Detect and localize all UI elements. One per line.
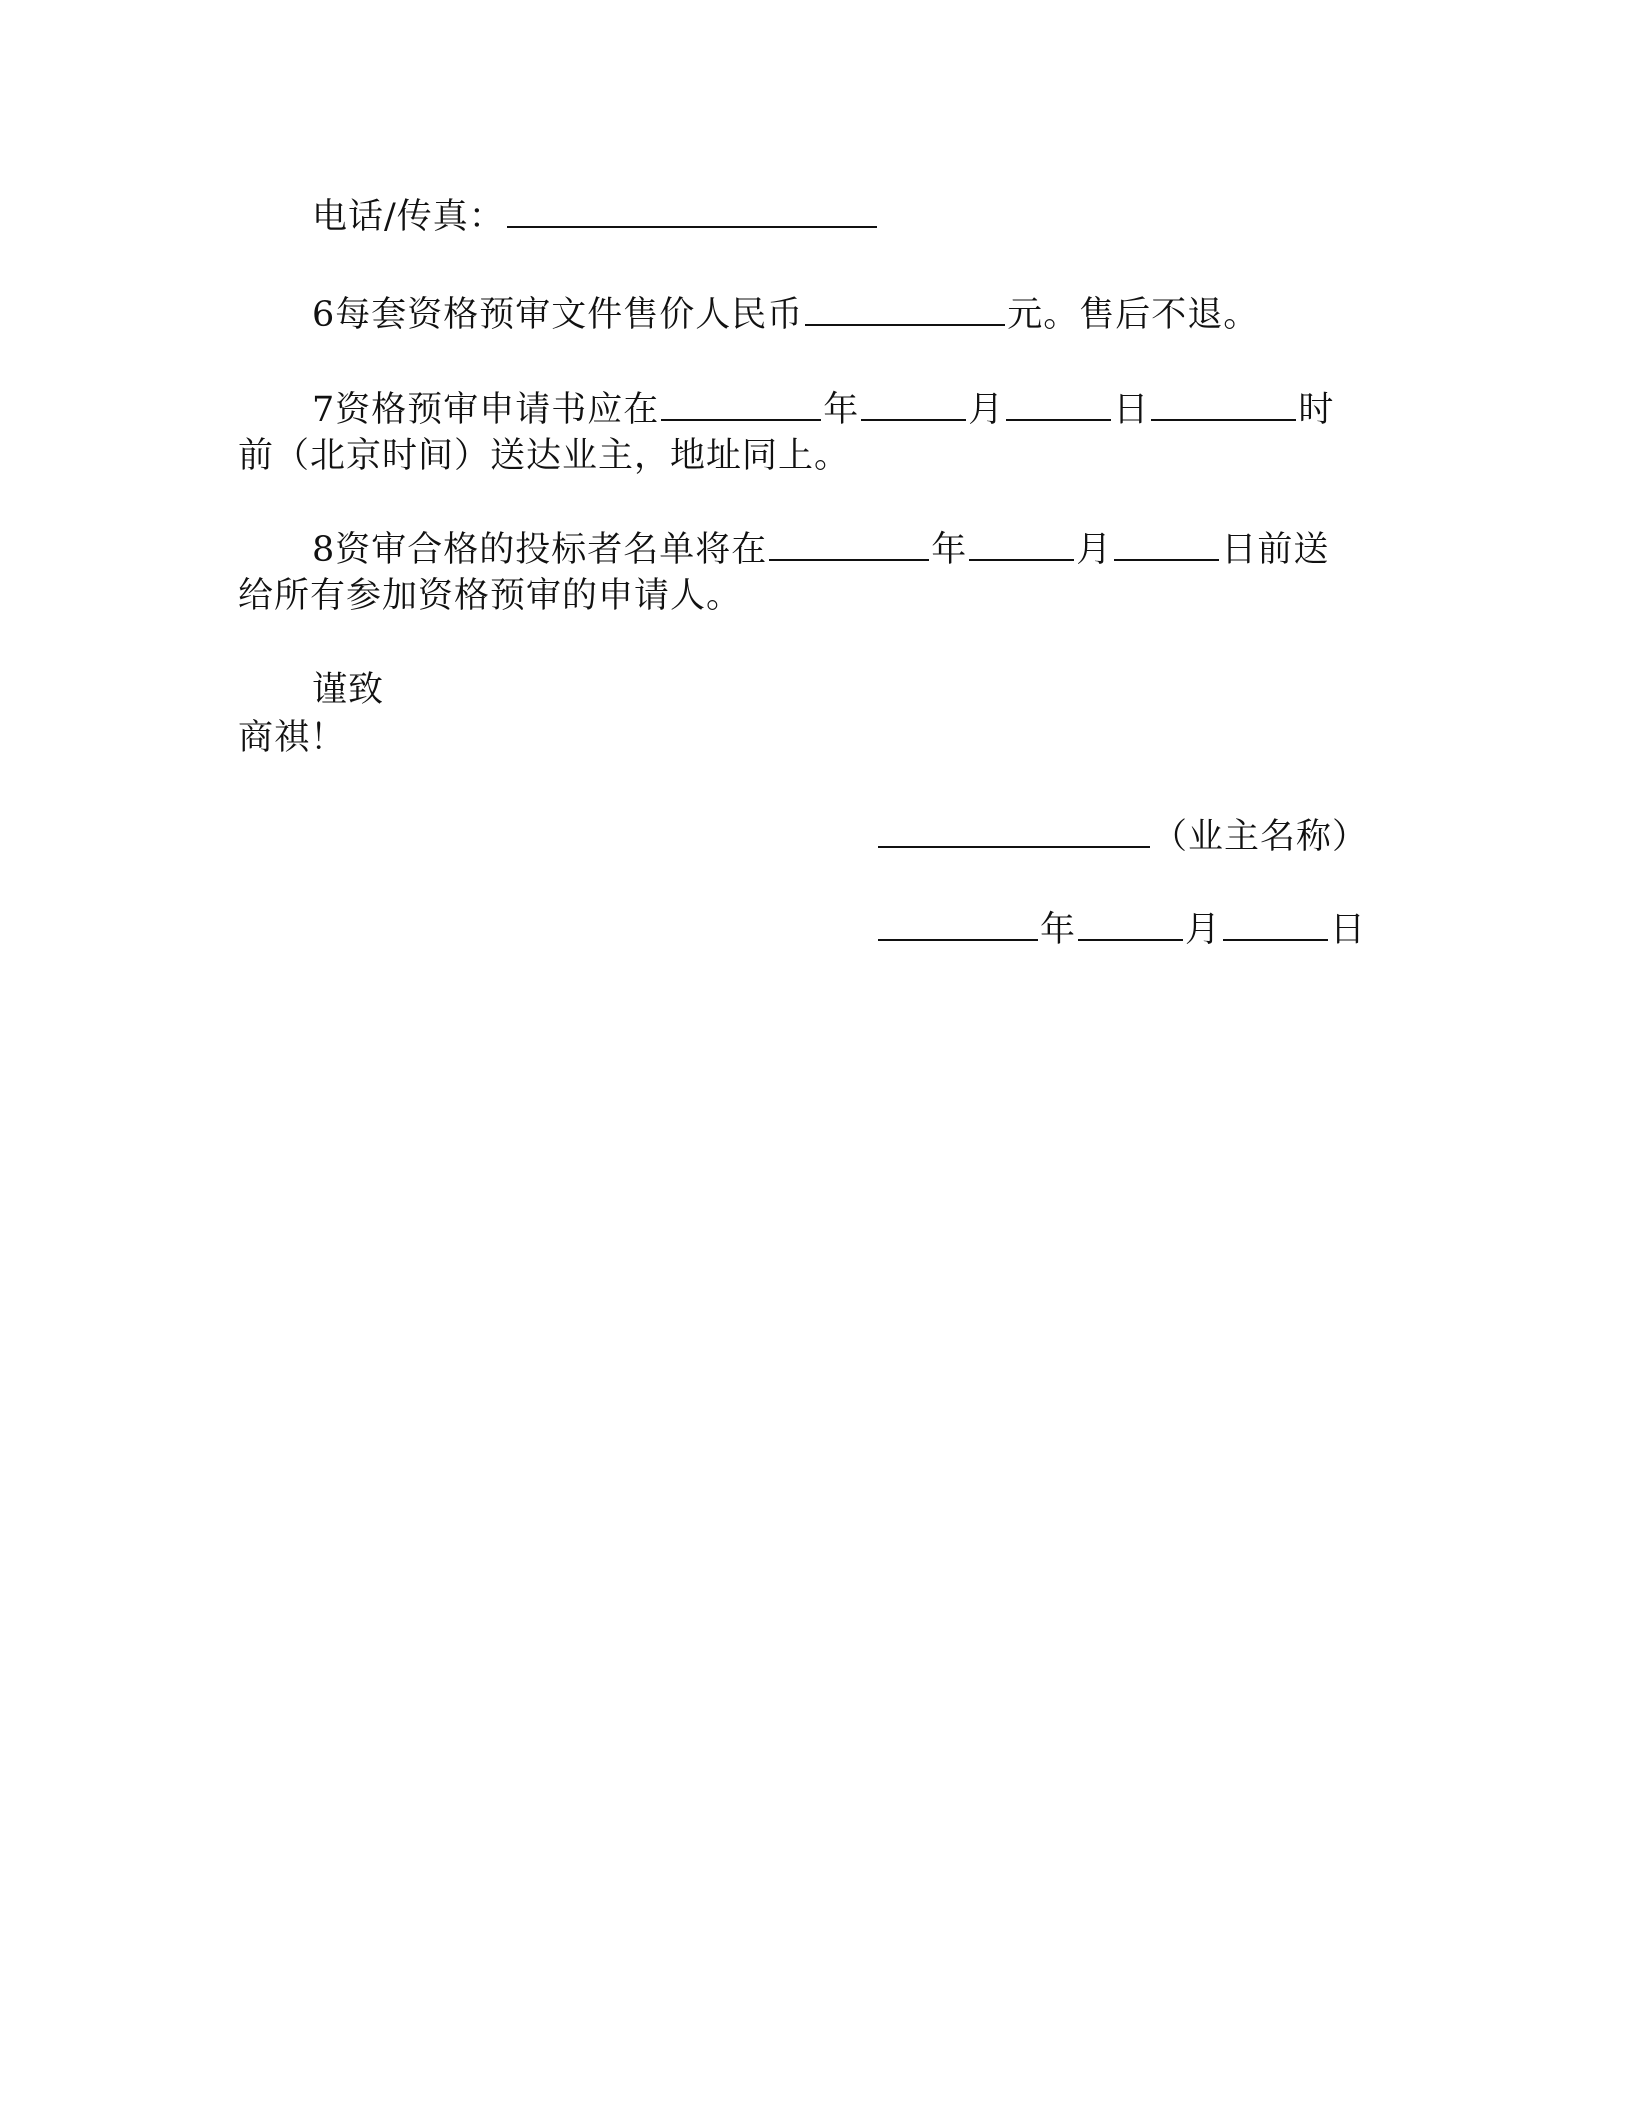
phone-fax-line xyxy=(312,192,879,240)
signature-month-label: 月 xyxy=(1185,910,1222,950)
item-8-month-label: 月 xyxy=(1076,530,1113,570)
item-8-prefix: 8资审合格的投标者名单将在 xyxy=(312,530,768,570)
item-7-month-blank xyxy=(861,385,966,421)
item-7-line-1 xyxy=(312,385,1334,433)
price-blank xyxy=(805,290,1005,326)
item-8-year-label: 年 xyxy=(931,530,968,570)
item-6-prefix: 6每套资格预审文件售价人民币 xyxy=(312,295,804,335)
item-7-line-2 xyxy=(238,433,850,479)
item-8-line-1 xyxy=(312,525,1329,573)
item-8-line-2 xyxy=(238,573,742,619)
item-7-hour-blank xyxy=(1151,385,1296,421)
item-8-day-suffix: 日前送 xyxy=(1221,530,1330,570)
closing-line-2 xyxy=(238,715,346,761)
item-7-day-blank xyxy=(1006,385,1111,421)
signature-month-blank xyxy=(1078,905,1183,941)
signature-date-line xyxy=(876,905,1366,953)
signature-owner-line xyxy=(876,812,1368,860)
item-8-line-2-text: 给所有参加资格预审的申请人。 xyxy=(238,576,743,616)
item-7-year-blank xyxy=(661,385,821,421)
phone-fax-label: 电话/传真： xyxy=(312,197,505,237)
item-8-year-blank xyxy=(769,525,929,561)
signature-day-label: 日 xyxy=(1330,910,1367,950)
item-7-month-label: 月 xyxy=(968,390,1005,430)
closing-line-1 xyxy=(312,667,384,713)
signature-year-label: 年 xyxy=(1040,910,1077,950)
item-6-line xyxy=(312,290,1259,338)
phone-fax-blank xyxy=(507,192,877,228)
item-7-line-2-text: 前（北京时间）送达业主，地址同上。 xyxy=(238,436,851,476)
item-7-prefix: 7资格预审申请书应在 xyxy=(312,390,660,430)
signature-year-blank xyxy=(878,905,1038,941)
item-7-year-label: 年 xyxy=(823,390,860,430)
owner-name-label: （业主名称） xyxy=(1152,817,1369,857)
closing-text-2: 商祺！ xyxy=(238,718,347,758)
item-6-suffix: 元。售后不退。 xyxy=(1007,295,1260,335)
item-8-day-blank xyxy=(1114,525,1219,561)
closing-text-1: 谨致 xyxy=(312,670,385,710)
item-7-day-label: 日 xyxy=(1113,390,1150,430)
item-7-hour-label: 时 xyxy=(1298,390,1335,430)
owner-name-blank xyxy=(878,812,1150,848)
item-8-month-blank xyxy=(969,525,1074,561)
signature-day-blank xyxy=(1223,905,1328,941)
